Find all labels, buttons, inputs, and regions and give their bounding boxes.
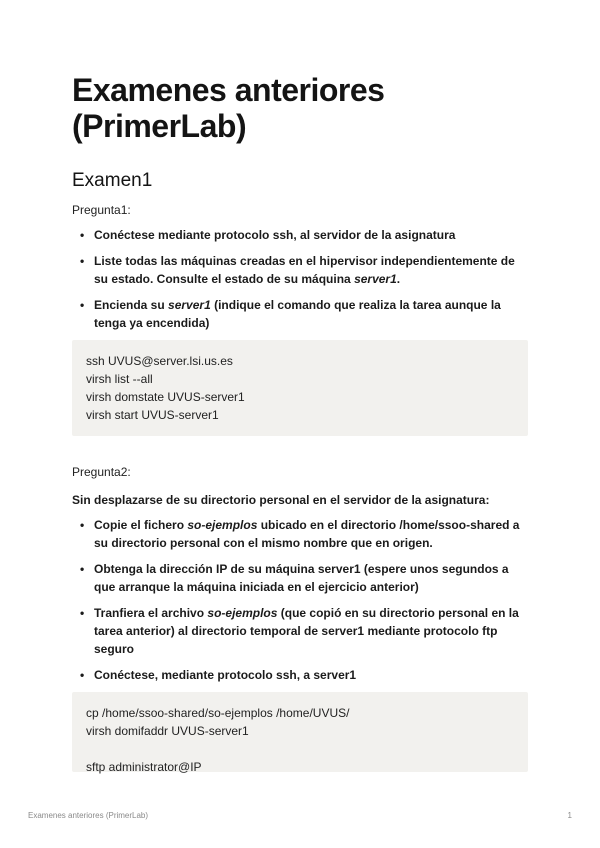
document-page <box>72 72 528 772</box>
list-item-text: (indique el comando que realiza la tarea aunque la tenga ya encendida) <box>94 298 501 330</box>
list-item-emphasis: server1 <box>354 272 397 286</box>
list-item <box>80 560 528 596</box>
page-footer <box>28 811 572 820</box>
bullet-icon: • <box>80 606 85 620</box>
list-item <box>80 252 528 288</box>
page-title: Examenes anteriores (PrimerLab) <box>72 72 385 144</box>
question-1-list <box>72 226 528 332</box>
bullet-icon: • <box>80 562 85 576</box>
bullet-icon: • <box>80 298 85 312</box>
code-line: virsh domifaddr UVUS-server1 <box>86 724 249 738</box>
list-item <box>80 226 528 244</box>
code-line: cp /home/ssoo-shared/so-ejemplos /home/UVUS/ <box>86 706 350 720</box>
question-1-label: Pregunta1: <box>72 203 131 217</box>
code-block-1 <box>72 340 528 436</box>
code-line: virsh list --all <box>86 372 153 386</box>
bullet-icon: • <box>80 228 85 242</box>
list-item <box>80 296 528 332</box>
question-2-label: Pregunta2: <box>72 465 131 479</box>
bullet-icon: • <box>80 254 85 268</box>
list-item-text: (que copió en su directorio personal en la tarea anterior) al directorio temporal de server1 mediante protocolo ftp seguro <box>94 606 519 656</box>
code-line: ssh UVUS@server.lsi.us.es <box>86 354 233 368</box>
list-item-text: Copie el fichero <box>94 518 188 532</box>
list-item-text: Tranfiera el archivo <box>94 606 208 620</box>
code-line: virsh domstate UVUS-server1 <box>86 390 245 404</box>
code-block-2 <box>72 692 528 772</box>
list-item-text: Conéctese mediante protocolo ssh, al servidor de la asignatura <box>94 228 456 242</box>
list-item-text: Conéctese, mediante protocolo ssh, a server1 <box>94 668 357 682</box>
code-line: sftp administrator@IP <box>86 760 202 774</box>
list-item <box>80 516 528 552</box>
list-item-text: ubicado en el directorio /home/ssoo-shared a su directorio personal con el mismo nombre que en origen. <box>94 518 520 550</box>
bullet-icon: • <box>80 668 85 682</box>
list-item-text: Liste todas las máquinas creadas en el hipervisor independientemente de su estado. Consulte el estado de su máquina <box>94 254 515 286</box>
list-item-emphasis: so-ejemplos <box>207 606 278 620</box>
list-item-emphasis: server1 <box>168 298 211 312</box>
bullet-icon: • <box>80 518 85 532</box>
footer-doc-title: Examenes anteriores (PrimerLab) <box>28 811 149 820</box>
question-2-list <box>72 516 528 684</box>
page-number: 1 <box>567 811 572 820</box>
list-item-text: . <box>396 272 401 286</box>
code-line <box>86 740 514 758</box>
section-heading: Examen1 <box>72 170 153 191</box>
list-item-emphasis: so-ejemplos <box>187 518 258 532</box>
list-item <box>80 666 528 684</box>
list-item-text: Encienda su <box>94 298 169 312</box>
list-item-text: Obtenga la dirección IP de su máquina server1 (espere unos segundos a que arranque la máquina iniciada en el ejercicio anterior) <box>94 562 509 594</box>
list-item <box>80 604 528 658</box>
question-2-intro: Sin desplazarse de su directorio personal en el servidor de la asignatura: <box>72 493 490 507</box>
code-line: virsh start UVUS-server1 <box>86 408 219 422</box>
